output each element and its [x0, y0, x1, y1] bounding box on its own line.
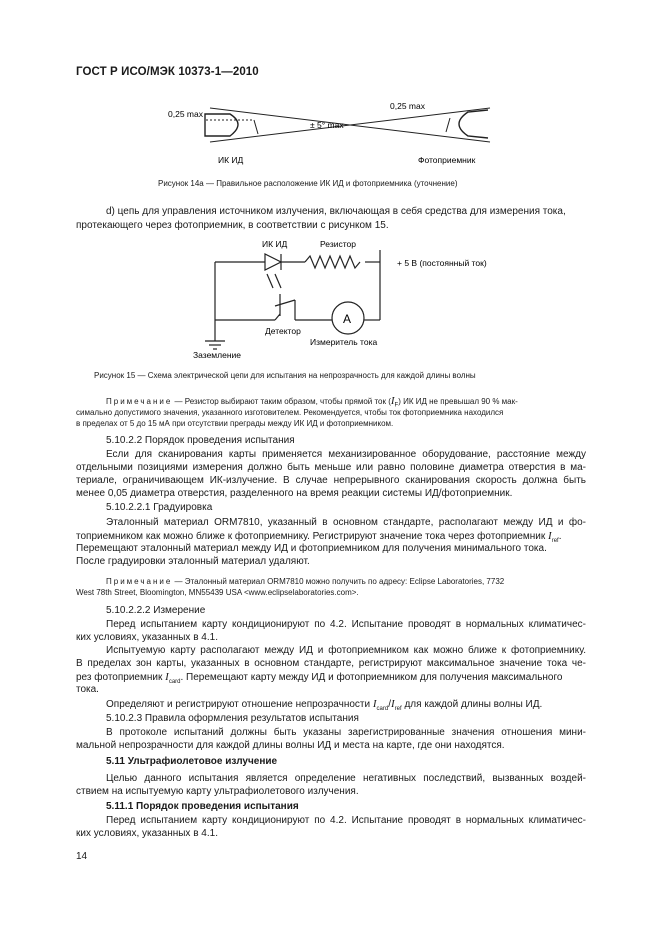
section-5-10-2-2-heading: 5.10.2.2 Порядок проведения испытания: [106, 435, 295, 446]
section-5-10-2-3-line1: В протоколе испытаний должны быть указаны зарегистрированные значения отношения мини-: [106, 727, 586, 738]
section-5-10-2-2-1-line3: Перемещают эталонный материал между ИД и фотоприемником для получения минимального тока.: [76, 543, 547, 554]
section-5-11-1-heading: 5.11.1 Порядок проведения испытания: [106, 801, 299, 812]
item-d-line1: d) цепь для управления источником излучения, включающая в себя средства для измерения тока,: [106, 206, 566, 217]
item-d-line2: протекающего через фотоприемник, в соответствии с рисунком 15.: [76, 220, 389, 231]
section-5-10-2-2-line1: Если для сканирования карты применяется механизированное оборудование, расстояние между: [106, 449, 586, 460]
fig14a-angle-label: ± 5° max: [310, 120, 344, 130]
fig14a-label-right: 0,25 max: [390, 101, 425, 111]
fig14a-led-label: ИК ИД: [218, 155, 244, 165]
section-5-10-2-2-2-line1: Перед испытанием карту кондиционируют по 4.2. Испытание проводят в нормальных климатичес-: [106, 619, 586, 630]
figure-14a-diagram: [150, 88, 510, 166]
fig14a-detector-label: Фотоприемник: [418, 155, 476, 165]
section-5-10-2-2-2-line6: тока.: [76, 684, 99, 695]
figure-14a-caption: Рисунок 14а — Правильное расположение ИК ИД и фотоприемника (уточнение): [158, 179, 458, 188]
section-5-10-2-2-line4: менее 0,05 диаметра отверстия, разделенного на время реакции системы ИД/фотоприемник.: [76, 488, 513, 499]
section-5-10-2-2-1-line2: топриемником как можно ближе к фотоприемнику. Регистрируют значение тока через фотоприемник $I_{ref}$.: [76, 530, 562, 544]
section-5-11-1-line2: ких условиях, указанных в 4.1.: [76, 828, 218, 839]
section-5-11-line1: Целью данного испытания является определение негативных последствий, вызванных воздей-: [106, 773, 586, 784]
note2-line1: Примечание — Эталонный материал ORM7810 можно получить по адресу: Eclipse Laboratories, 7732: [106, 577, 505, 586]
resistor-symbol: [305, 256, 360, 268]
section-5-11-heading: 5.11 Ультрафиолетовое излучение: [106, 756, 278, 767]
section-5-11-1-line1: Перед испытанием карту кондиционируют по 4.2. Испытание проводят в нормальных климатичес-: [106, 815, 586, 826]
note1-line2: симально допустимого значения, указанного изготовителем. Рекомендуется, чтобы ток фотоприемника находился: [76, 408, 504, 417]
section-5-10-2-2-1-line4: После градуировки эталонный материал удаляют.: [76, 556, 310, 567]
note2-line2: West 78th Street, Bloomington, MN55439 USA <www.eclipselaboratories.com>.: [76, 588, 359, 597]
led-symbol: [265, 254, 281, 270]
figure-15-circuit: [185, 236, 515, 364]
fig15-detector-label: Детектор: [265, 326, 301, 336]
section-5-10-2-2-2-line7: Определяют и регистрируют отношение непрозрачности $I_{card}/I_{ref}$ для каждой длины волны ИД.: [106, 698, 543, 712]
led-body: [205, 114, 238, 136]
section-5-10-2-3-heading: 5.10.2.3 Правила оформления результатов испытания: [106, 713, 359, 724]
section-5-10-2-2-1-line1: Эталонный материал ORM7810, указанный в основном стандарте, располагают между ИД и фо-: [106, 517, 586, 528]
section-5-10-2-2-line3: териале, ограничивающем ИК-излучение. В случае непрерывного сканирования скорость должна быть: [76, 475, 586, 486]
fig14a-label-left: 0,25 max: [168, 109, 203, 119]
section-5-10-2-2-2-line2: ких условиях, указанных в 4.1.: [76, 632, 218, 643]
section-5-10-2-2-line2: отдельными позициями измерения должно быть меньше или равно половине диаметра отверстия в ма-: [76, 462, 586, 473]
section-5-10-2-2-2-line4: В пределах зон карты, указанных в основном стандарте, регистрируют максимальное значение тока че-: [76, 658, 586, 669]
section-5-10-2-3-line2: мальной непрозрачности для каждой длины волны ИД и места на карте, где они находятся.: [76, 740, 505, 751]
photodetector-body: [459, 110, 488, 138]
section-5-11-line2: ствием на испытуемую карту ультрафиолетового излучения.: [76, 786, 359, 797]
fig15-led-label: ИК ИД: [262, 239, 288, 249]
section-5-10-2-2-2-line3: Испытуемую карту располагают между ИД и фотоприемником как можно ближе к фотоприемнику.: [106, 645, 586, 656]
section-5-10-2-2-1-heading: 5.10.2.2.1 Градуировка: [106, 502, 213, 513]
fig15-resistor-label: Резистор: [320, 239, 356, 249]
fig15-ammeter-label: A: [343, 312, 352, 326]
note1-line1: Примечание — Резистор выбирают таким образом, чтобы прямой ток $(I_F)$ ИК ИД не превышал 90 % мак-: [106, 395, 518, 409]
figure-15-caption: Рисунок 15 — Схема электрической цепи для испытания на непрозрачность для каждой длины волны: [94, 371, 476, 380]
section-5-10-2-2-2-line5: рез фотоприемник $I_{card}$. Перемещают карту между ИД и фотоприемником для получения максимального: [76, 671, 563, 685]
fig15-meter-label: Измеритель тока: [310, 337, 378, 347]
fig15-supply-label: + 5 В (постоянный ток): [397, 258, 487, 268]
page-number: 14: [76, 851, 88, 862]
section-5-10-2-2-2-heading: 5.10.2.2.2 Измерение: [106, 605, 206, 616]
document-header: ГОСТ Р ИСО/МЭК 10373-1—2010: [76, 66, 259, 78]
note1-line3: в пределах от 5 до 15 мА при отсутствии преграды между ИК ИД и фотоприемником.: [76, 419, 394, 428]
fig15-ground-label: Заземление: [193, 350, 241, 360]
